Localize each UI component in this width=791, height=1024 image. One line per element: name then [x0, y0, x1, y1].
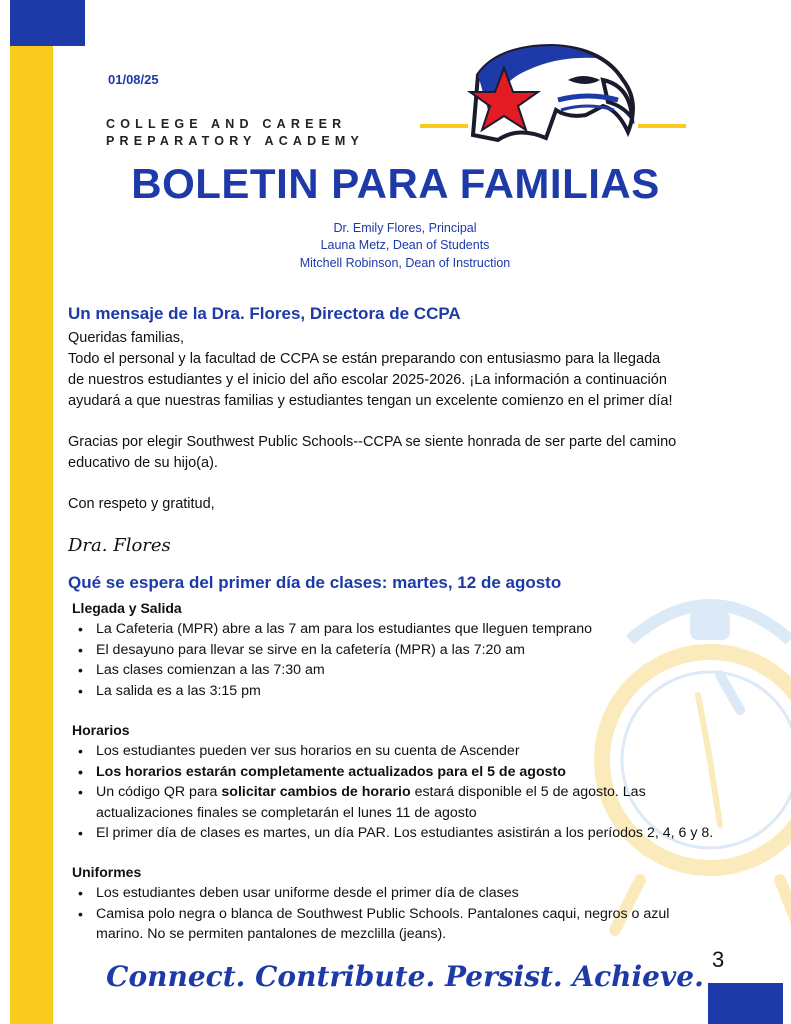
list-item: • La salida es a las 3:15 pm [78, 681, 778, 702]
list-item [78, 782, 778, 823]
list-item: • Las clases comienzan a las 7:30 am [78, 660, 778, 681]
uniform-text-line-2: marino. No se permiten pantalones de mezclilla (jeans). [96, 926, 447, 942]
list-item [78, 904, 778, 945]
qr-text-post: estará disponible el 5 de agosto. Las [410, 784, 646, 800]
qr-text-line-2: actualizaciones finales se completarán el lunes 11 de agosto [96, 804, 477, 821]
list-item: • El primer día de clases es martes, un día PAR. Los estudiantes asistirán a los períodos 2, 4, 6 y 8. [78, 823, 778, 844]
list-item: • Los estudiantes deben usar uniforme desde el primer día de clases [78, 883, 778, 904]
uniform-text-line-1: Camisa polo negra o blanca de Southwest Public Schools. Pantalones caqui, negros o azul [96, 905, 670, 922]
newsletter-title: BOLETIN PARA FAMILIAS [131, 160, 660, 207]
message-paragraph-1-line-3: ayudará a que nuestras familias y estudiantes tengan un excelente comienzo en el primer día! [68, 393, 673, 409]
staff-principal: Dr. Emily Flores, Principal [333, 221, 477, 235]
message-heading: Un mensaje de la Dra. Flores, Directora de CCPA [68, 304, 461, 323]
staff-dean-students: Launa Metz, Dean of Students [320, 238, 490, 252]
qr-text-bold: solicitar cambios de horario [221, 784, 411, 800]
schedules-list [78, 741, 778, 844]
qr-text-pre: Un código QR para [96, 784, 222, 800]
left-yellow-bar [10, 0, 53, 1024]
arrival-subheading: Llegada y Salida [72, 600, 182, 616]
schedules-subheading: Horarios [72, 722, 130, 738]
school-name-line-2: PREPARATORY ACADEMY [106, 134, 365, 148]
top-blue-block [10, 0, 85, 46]
uniforms-list [78, 883, 778, 945]
list-item: • Los horarios estarán completamente actualizados para el 5 de agosto [78, 762, 778, 783]
school-motto: Connect. Contribute. Persist. Achieve. [106, 960, 704, 993]
list-item: • Los estudiantes pueden ver sus horarios en su cuenta de Ascender [78, 741, 778, 762]
page-number: 3 [712, 947, 725, 972]
message-paragraph-2-line-1: Gracias por elegir Southwest Public Schools--CCPA se siente honrada de ser parte del camino [68, 434, 677, 450]
list-item: • La Cafeteria (MPR) abre a las 7 am para los estudiantes que lleguen temprano [78, 619, 778, 640]
first-day-heading: Qué se espera del primer día de clases: martes, 12 de agosto [68, 573, 562, 592]
staff-dean-instruction: Mitchell Robinson, Dean of Instruction [299, 256, 511, 270]
issue-date: 01/08/25 [108, 72, 159, 87]
message-closing: Con respeto y gratitud, [68, 496, 215, 512]
principal-signature: Dra. Flores [68, 535, 171, 556]
message-paragraph-1-line-2: de nuestros estudiantes y el inicio del año escolar 2025-2026. ¡La información a continuación [68, 372, 667, 388]
message-greeting: Queridas familias, [68, 330, 185, 346]
message-paragraph-2-line-2: educativo de su hijo(a). [68, 455, 218, 471]
list-item: • El desayuno para llevar se sirve en la cafetería (MPR) a las 7:20 am [78, 640, 778, 661]
school-name-line-1: COLLEGE AND CAREER [106, 117, 347, 131]
arrival-list [78, 619, 778, 701]
uniforms-subheading: Uniformes [72, 864, 142, 880]
eagle-logo-icon [418, 40, 690, 150]
message-paragraph-1-line-1: Todo el personal y la facultad de CCPA se están preparando con entusiasmo para la llegada [68, 351, 661, 367]
